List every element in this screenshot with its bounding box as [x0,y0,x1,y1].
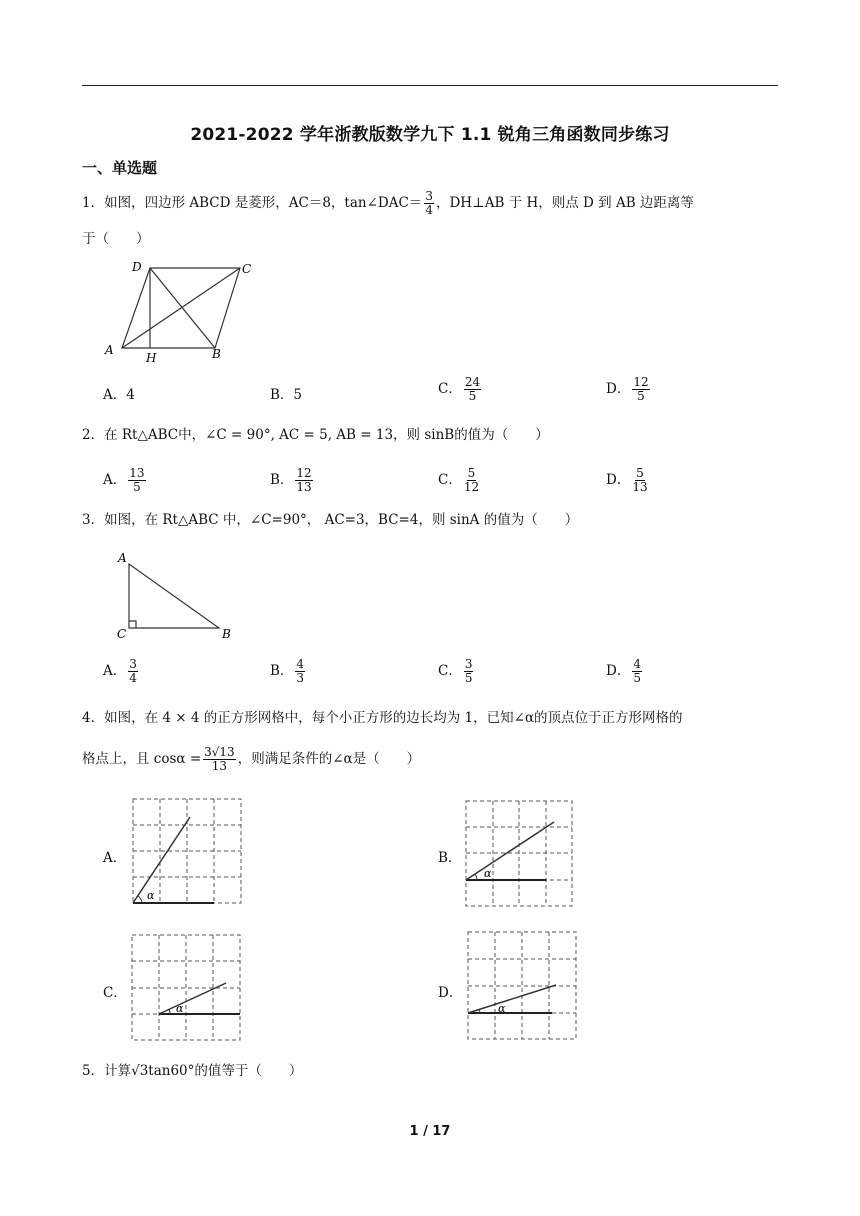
grid-figure-c [130,933,244,1043]
option-b[interactable]: B． $\frac{12}{13}$ [270,466,312,494]
fraction: $\frac{3}{4}$ [425,189,433,217]
label-B: B [212,347,221,361]
question-text: 如图，在 4 × 4 的正方形网格中，每个小正方形的边长均为 1，已知∠α的顶点位于正方形网格的 [104,710,683,726]
question-text: ，DH⊥AB 于 H，则点 D 到 AB 边距离等 [435,195,694,211]
question-text: 如图，四边形 ABCD 是菱形，AC＝8，tan∠DAC＝ [104,195,423,211]
question-1 [82,190,694,217]
option-a[interactable]: A． $\frac{3}{4}$ [103,657,137,685]
option-c[interactable]: C． $\frac{3}{5}$ [438,657,473,685]
label-C: C [242,262,252,276]
question-5 [82,1062,302,1080]
option-a[interactable]: A．4 [103,387,135,403]
grid-figure-b [464,799,576,909]
option-d[interactable]: D． $\frac{4}{5}$ [606,657,641,685]
svg-text:α: α [147,889,155,902]
question-number: 5． [82,1063,105,1079]
grid-figure-d [466,930,580,1042]
question-text: 如图，在 Rt△ABC 中，∠C=90°， AC=3，BC=4，则 sinA 的值为（ ） [104,512,579,528]
grid-figure-a [130,797,244,907]
label-A: A [118,551,127,565]
option-a[interactable]: A． [103,850,127,866]
page-number: 1 / 17 [409,1124,451,1139]
question-number: 4． [82,710,105,726]
question-2 [82,426,549,444]
document-title: 2021-2022 学年浙教版数学九下 1.1 锐角三角函数同步练习 [190,125,670,145]
label-H: H [146,351,157,365]
question-4-line2: 格点上，且 cosα = $\frac{3√13}{13}$ ，则满足条件的∠α是（ ） [82,745,421,773]
option-b[interactable]: B． [438,850,462,866]
option-c[interactable]: C． [103,985,127,1001]
svg-text:α: α [498,1002,506,1015]
svg-text:α: α [176,1002,184,1015]
label-A: A [105,343,114,357]
label-D: D [132,260,142,274]
option-c[interactable]: C． $\frac{24}{5}$ [438,375,481,403]
header-rule [82,85,778,86]
label-C: C [117,627,127,641]
question-number: 2． [82,427,105,443]
question-1-line2: 于（ ） [82,231,150,247]
question-number: 3． [82,512,105,528]
option-b[interactable]: B． $\frac{4}{3}$ [270,657,305,685]
option-d[interactable]: D． $\frac{5}{13}$ [606,466,648,494]
option-c[interactable]: C． $\frac{5}{12}$ [438,466,480,494]
svg-text:α: α [484,867,492,880]
question-4 [82,709,683,727]
option-a[interactable]: A． $\frac{13}{5}$ [103,466,145,494]
option-b[interactable]: B．5 [270,387,303,403]
triangle-figure [112,544,242,644]
question-text: 计算√3tan60°的值等于（ ） [104,1063,303,1079]
rhombus-figure [100,258,260,368]
question-text: 在 Rt△ABC中，∠C = 90°, AC = 5, AB = 13，则 sinB的值为（ ） [104,427,549,443]
question-3 [82,511,578,529]
option-d[interactable]: D． [438,985,463,1001]
fraction: $\frac{3√13}{13}$ [204,745,235,773]
label-B: B [222,627,231,641]
section-heading: 一、单选题 [82,159,158,177]
option-d[interactable]: D． $\frac{12}{5}$ [606,375,649,403]
question-number: 1． [82,195,105,211]
